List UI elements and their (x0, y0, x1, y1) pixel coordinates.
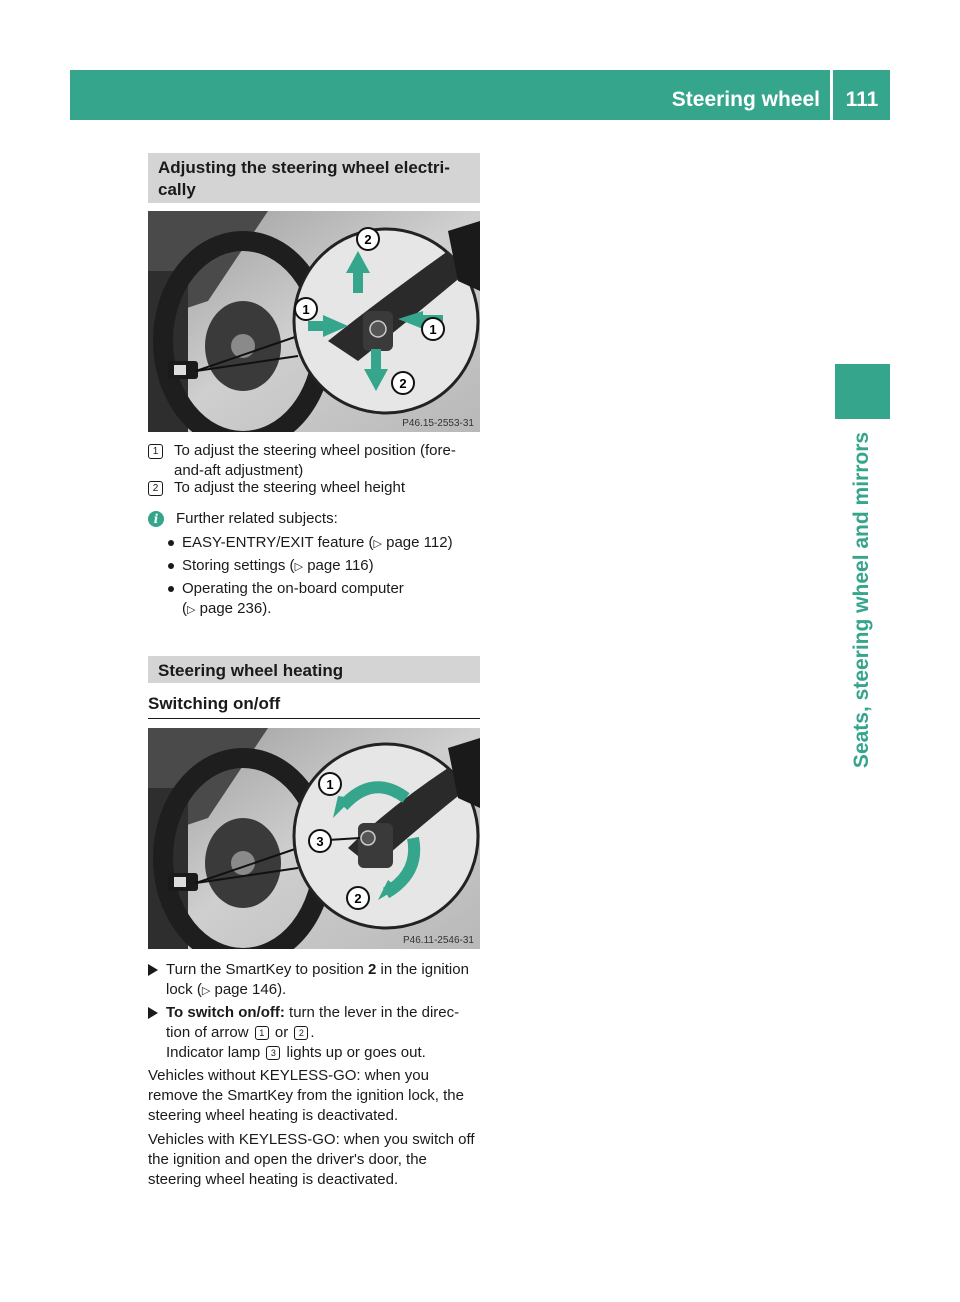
page-ref-arrow-icon: ▷ (201, 985, 211, 997)
step-text: ). (277, 981, 287, 998)
callout-label: 1 (326, 777, 334, 792)
chapter-title: Seats, steering wheel and mirrors (850, 431, 873, 769)
step-text: . (310, 1024, 315, 1041)
legend-text: and-aft adjustment) (174, 462, 304, 479)
callout-label: 3 (316, 834, 324, 849)
callout-ref: 3 (266, 1046, 280, 1060)
step-text-bold: To switch on/off: (166, 1004, 285, 1021)
subheading-switching: Switching on/off (148, 692, 480, 719)
page-number: 111 (845, 88, 879, 111)
callout-ref: 1 (255, 1026, 269, 1040)
heading-line-2: cally (158, 180, 196, 199)
paragraph-line: steering wheel heating is deactivated. (148, 1107, 399, 1124)
paragraph-line: remove the SmartKey from the ignition lock, the (148, 1087, 464, 1104)
page-header (70, 70, 890, 120)
header-divider (830, 70, 833, 120)
list-item (168, 556, 488, 577)
step-text: Turn the SmartKey to position (166, 961, 369, 978)
list-item (168, 579, 488, 620)
paragraph-line: Vehicles with KEYLESS-GO: when you switch off (148, 1131, 475, 1148)
step-text: or (270, 1024, 293, 1041)
list-item-text: ). (262, 600, 272, 617)
list-item (168, 533, 488, 554)
list-item-text: Storing settings ( (182, 557, 295, 574)
bullet-icon (168, 586, 174, 592)
callout-label: 1 (302, 302, 310, 317)
list-item-text: ) (368, 557, 374, 574)
figure-steering-adjust (148, 211, 480, 432)
header-title: Steering wheel (671, 88, 820, 111)
paragraph-line: steering wheel heating is deactivated. (148, 1171, 399, 1188)
step-arrow-icon (148, 1007, 158, 1019)
step-text: in the ignition (376, 961, 469, 978)
page-reference-link[interactable]: page 116 (307, 557, 369, 574)
related-subjects-list (168, 533, 488, 622)
legend-number: 2 (148, 481, 163, 496)
figure-illustration (148, 728, 480, 949)
paragraph-line: Vehicles without KEYLESS-GO: when you (148, 1067, 429, 1084)
callout-label: 1 (429, 322, 437, 337)
page-reference-link[interactable]: page 146 (214, 981, 278, 998)
list-item-text: ) (447, 534, 453, 551)
bullet-icon (168, 563, 174, 569)
figure-code: P46.15-2553-31 (402, 418, 474, 429)
legend-text: To adjust the steering wheel height (174, 479, 405, 496)
page-ref-arrow-icon: ▷ (187, 604, 196, 616)
list-item-text: EASY-ENTRY/EXIT feature ( (182, 534, 374, 551)
paragraph-with-keyless (148, 1130, 484, 1190)
paragraph-without-keyless (148, 1066, 484, 1126)
bullet-icon (168, 540, 174, 546)
page-ref-arrow-icon: ▷ (294, 561, 304, 573)
figure-code: P46.11-2546-31 (403, 935, 474, 946)
page-reference-link[interactable]: page 236 (199, 600, 263, 617)
callout-ref: 2 (294, 1026, 308, 1040)
step-text: turn the lever in the direc- (284, 1004, 460, 1021)
legend-text: To adjust the steering wheel position (fore- (174, 442, 456, 459)
step-text: lock ( (166, 981, 202, 998)
section-heading-adjust (148, 153, 480, 203)
info-label: Further related subjects: (176, 510, 338, 527)
callout-label: 2 (364, 232, 372, 247)
list-item-text: ( (182, 600, 187, 617)
callout-label: 2 (399, 376, 407, 391)
figure-illustration (148, 211, 480, 432)
step-text: Indicator lamp (166, 1044, 265, 1061)
heading-line-1: Adjusting the steering wheel electri- (158, 158, 450, 177)
info-icon: i (148, 511, 164, 527)
figure-steering-heating (148, 728, 480, 949)
step-text-bold: 2 (368, 961, 377, 978)
section-heading-heating: Steering wheel heating (148, 656, 480, 683)
step-text: lights up or goes out. (282, 1044, 426, 1061)
page-reference-link[interactable]: page 112 (386, 534, 448, 551)
step-text: tion of arrow (166, 1024, 253, 1041)
legend-number: 1 (148, 444, 163, 459)
callout-label: 2 (354, 891, 362, 906)
paragraph-line: the ignition and open the driver's door, the (148, 1151, 427, 1168)
list-item-text: Operating the on-board computer (182, 580, 404, 597)
step-arrow-icon (148, 964, 158, 976)
page-ref-arrow-icon: ▷ (373, 538, 382, 550)
